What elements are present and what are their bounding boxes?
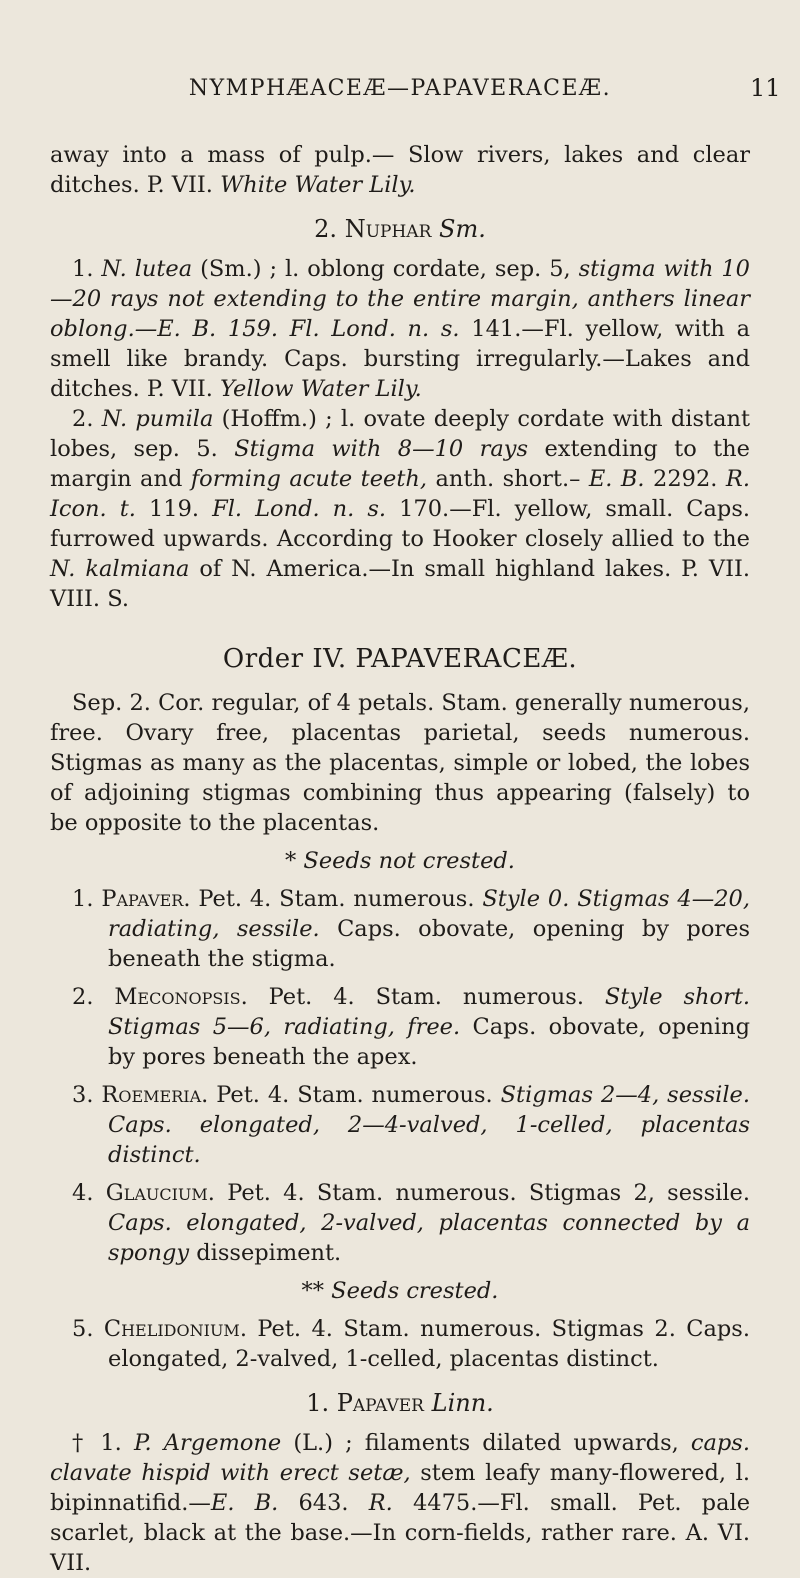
genus-number: 1. — [306, 1389, 330, 1417]
text: 2292. — [653, 466, 718, 492]
text-italic: Style short. Stigmas 5—6, radiating, free. — [108, 984, 751, 1040]
species-nuphar-pumila — [50, 404, 750, 614]
text-italic: Stigmas 2—4, sessile. Caps. elongated, 2—4-valved, 1-celled, placentas distinct. — [108, 1082, 750, 1168]
reference: R. — [368, 1490, 393, 1516]
species-number: 2. — [72, 406, 94, 432]
text-italic: stigma with 10—20 rays not extending to the entire margin, anthers linear oblong.—E. B. 159. Fl. Lond. n. s. — [50, 256, 750, 342]
genus-heading-nuphar — [50, 214, 750, 244]
genus-name: Papaver. — [101, 886, 191, 912]
text: anth. short.– — [435, 466, 581, 492]
text: Pet. 4. Stam. numerous. — [268, 984, 584, 1010]
page-number: 11 — [750, 74, 781, 102]
page-body — [50, 140, 750, 1578]
text: of N. America.—In small highland lakes. P. VII. VIII. S. — [50, 556, 750, 612]
genus-name: Glaucium. — [105, 1180, 215, 1206]
subsection-heading: * Seeds not crested. — [285, 848, 515, 874]
key-item-chelidonium — [72, 1314, 750, 1374]
genus-name: Papaver — [336, 1389, 424, 1417]
running-title: NYMPHÆACEÆ—PAPAVERACEÆ. — [188, 76, 612, 101]
text: (Sm.) ; l. oblong cordate, sep. 5, — [200, 256, 571, 282]
key-number: 5. — [72, 1316, 94, 1342]
text-italic: Style 0. Stigmas 4—20, radiating, sessile. — [108, 886, 751, 942]
genus-authority: Linn. — [431, 1389, 494, 1417]
order-heading: Order IV. PAPAVERACEÆ. — [222, 644, 578, 674]
common-name: White Water Lily. — [220, 172, 416, 198]
text: 141.—Fl. yellow, with a smell like brandy. Caps. bursting irregularly.—Lakes and ditches. P. VII. — [50, 316, 750, 402]
text: Caps. obovate, opening by pores beneath the apex. — [108, 1014, 750, 1070]
genus-authority: Sm. — [439, 215, 486, 243]
key-item-papaver — [72, 884, 750, 974]
species-name: P. Argemone — [133, 1430, 282, 1456]
genus-name: Meconopsis. — [114, 984, 248, 1010]
text: Pet. 4. Stam. numerous. — [198, 886, 475, 912]
key-number: 2. — [72, 984, 94, 1010]
species-nuphar-lutea — [50, 254, 750, 404]
genus-name: Chelidonium. — [103, 1316, 247, 1342]
text: 170.—Fl. yellow, small. Caps. furrowed upwards. According to Hooker closely allied to the — [50, 496, 751, 552]
text-italic: Stigma with 8—10 rays — [234, 436, 529, 462]
continued-paragraph — [50, 140, 750, 200]
species-name: N. kalmiana — [50, 556, 190, 582]
reference: Fl. Lond. n. s. — [212, 496, 387, 522]
text: Caps. obovate, opening by pores beneath the stigma. — [108, 916, 750, 972]
reference: E. B. — [588, 466, 645, 492]
key-number: 4. — [72, 1180, 94, 1206]
key-number: 3. — [72, 1082, 94, 1108]
text: away into a mass of pulp.— Slow rivers, lakes and clear ditches. P. VII. — [50, 142, 750, 198]
species-name: N. pumila — [101, 406, 214, 432]
text: 4475.—Fl. small. Pet. pale scarlet, black at the base.—In corn-fields, rather rare. A. VI. VII. — [50, 1490, 751, 1576]
text: 119. — [148, 496, 200, 522]
species-papaver-argemone — [50, 1428, 750, 1578]
text: dissepiment. — [196, 1240, 342, 1266]
text-italic: caps. clavate hispid with erect setæ, — [50, 1430, 751, 1486]
text: Pet. 4. Stam. numerous. Stigmas 2. Caps. elongated, 2-valved, 1-celled, placentas distinct. — [108, 1316, 751, 1372]
text: (L.) ; filaments dilated upwards, — [293, 1430, 679, 1456]
genus-heading-papaver — [50, 1388, 750, 1418]
text: (Hoffm.) ; l. ovate deeply cordate with distant lobes, sep. 5. — [50, 406, 751, 462]
genus-number: 2. — [314, 215, 338, 243]
genus-name: Roemeria. — [101, 1082, 209, 1108]
text: Pet. 4. Stam. numerous. Stigmas 2, sessile. — [227, 1180, 750, 1206]
key-item-meconopsis — [72, 982, 750, 1072]
key-number: 1. — [72, 886, 94, 912]
order-description: Sep. 2. Cor. regular, of 4 petals. Stam. generally numerous, free. Ovary free, placentas parietal, seeds numerous. Stigmas as many as the placentas, simple or lobed, the lobes of adjoining stigmas combining thus appearing (falsely) to be opposite to the placentas. — [50, 690, 750, 836]
key-item-roemeria — [72, 1080, 750, 1170]
species-number: 1. — [72, 256, 94, 282]
text: stem leafy many-flowered, l. bipinnatifid.— — [50, 1460, 750, 1516]
reference: R. Icon. t. — [50, 466, 751, 522]
text-italic: Caps. elongated, 2-valved, placentas connected by a spongy — [108, 1210, 750, 1266]
text: Pet. 4. Stam. numerous. — [216, 1082, 493, 1108]
species-number: † 1. — [72, 1430, 122, 1456]
species-name: N. lutea — [101, 256, 193, 282]
reference: E. B. — [210, 1490, 279, 1516]
key-item-glaucium — [72, 1178, 750, 1268]
text: extending to the margin and — [50, 436, 750, 492]
text: 643. — [298, 1490, 349, 1516]
subsection-heading: ** Seeds crested. — [301, 1278, 499, 1304]
genus-name: Nuphar — [344, 215, 432, 243]
common-name: Yellow Water Lily. — [220, 376, 422, 402]
text-italic: forming acute teeth, — [190, 466, 428, 492]
